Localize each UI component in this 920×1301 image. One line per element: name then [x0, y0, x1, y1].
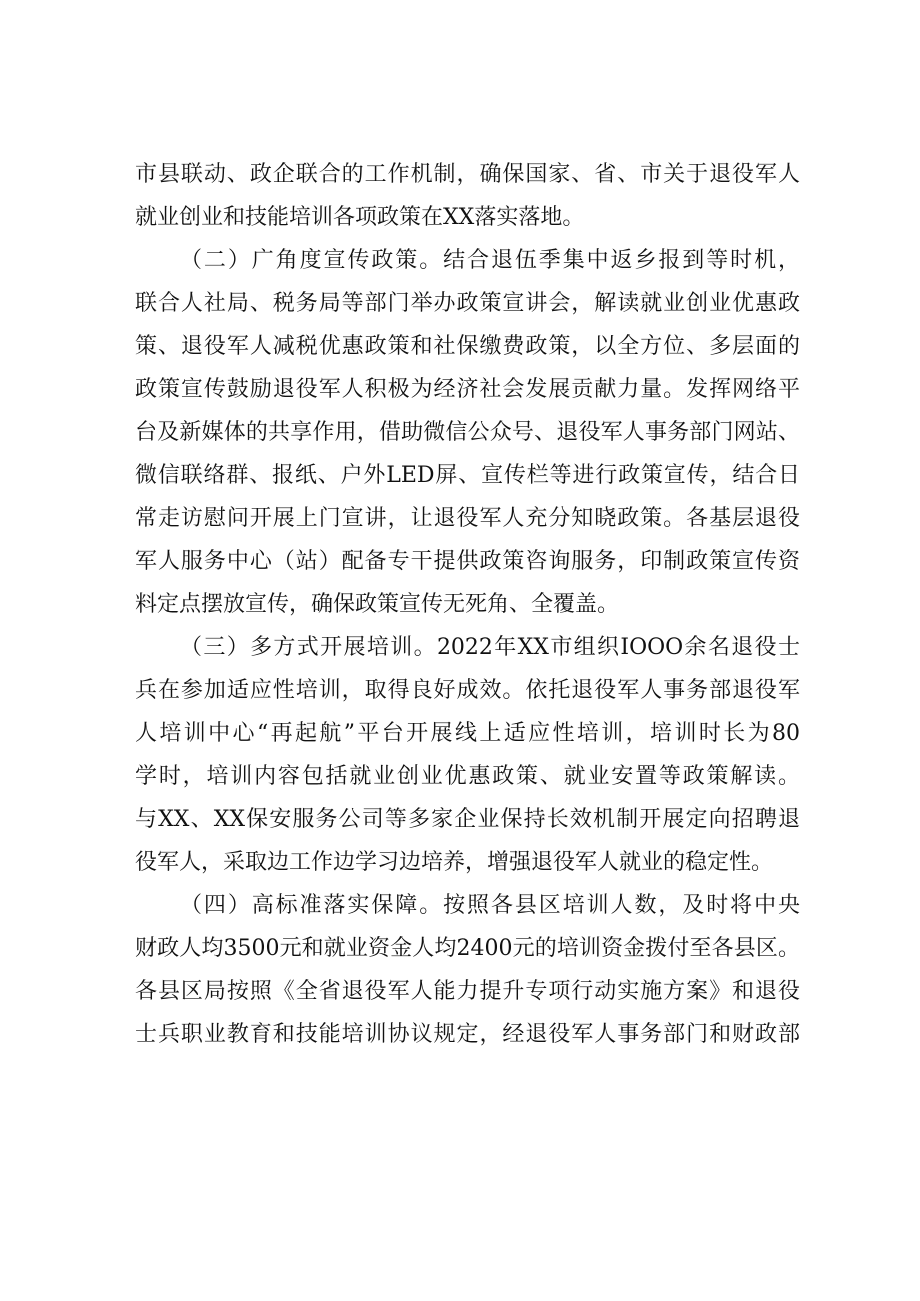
- body-line: 策、退役军人减税优惠政策和社保缴费政策，以全方位、多层面的: [135, 334, 800, 359]
- body-line: 政策宣传鼓励退役军人积极为经济社会发展贡献力量。发挥网络平: [135, 377, 800, 402]
- body-line: 就业创业和技能培训各项政策在XX落实落地。: [135, 205, 585, 230]
- document-body: [135, 153, 800, 1056]
- body-line: 联合人社局、税务局等部门举办政策宣讲会，解读就业创业优惠政: [135, 291, 800, 316]
- body-line: 财政人均3500元和就业资金人均2400元的培训资金拨付至各县区。: [135, 936, 800, 961]
- section-heading-line: （三）多方式开展培训。2022年XX市组织IOOO余名退役士: [180, 635, 800, 660]
- section-heading-line: （四）高标准落实保障。按照各县区培训人数，及时将中央: [180, 893, 800, 918]
- body-line: 役军人，采取边工作边学习边培养，增强退役军人就业的稳定性。: [135, 850, 774, 875]
- body-line: 与XX、XX保安服务公司等多家企业保持长效机制开展定向招聘退: [135, 807, 800, 832]
- section-heading-line: （二）广角度宣传政策。结合退伍季集中返乡报到等时机，: [180, 248, 800, 273]
- body-line: 各县区局按照《全省退役军人能力提升专项行动实施方案》和退役: [135, 979, 800, 1004]
- body-line: 市县联动、政企联合的工作机制，确保国家、省、市关于退役军人: [135, 162, 800, 187]
- body-line: 学时，培训内容包括就业创业优惠政策、就业安置等政策解读。: [135, 764, 800, 789]
- body-line: 台及新媒体的共享作用，借助微信公众号、退役军人事务部门网站、: [135, 420, 800, 445]
- body-line: 微信联络群、报纸、户外LED屏、宣传栏等进行政策宣传，结合日: [135, 463, 800, 488]
- body-line: 士兵职业教育和技能培训协议规定，经退役军人事务部门和财政部: [135, 1022, 800, 1047]
- body-line: 兵在参加适应性培训，取得良好成效。依托退役军人事务部退役军: [135, 678, 800, 703]
- body-line: 料定点摆放宣传，确保政策宣传无死角、全覆盖。: [135, 592, 620, 617]
- body-line: 常走访慰问开展上门宣讲，让退役军人充分知晓政策。各基层退役: [135, 506, 800, 531]
- body-line: 军人服务中心（站）配备专干提供政策咨询服务，印制政策宣传资: [135, 549, 800, 574]
- body-line: 人培训中心“再起航”平台开展线上适应性培训，培训时长为80: [135, 721, 800, 746]
